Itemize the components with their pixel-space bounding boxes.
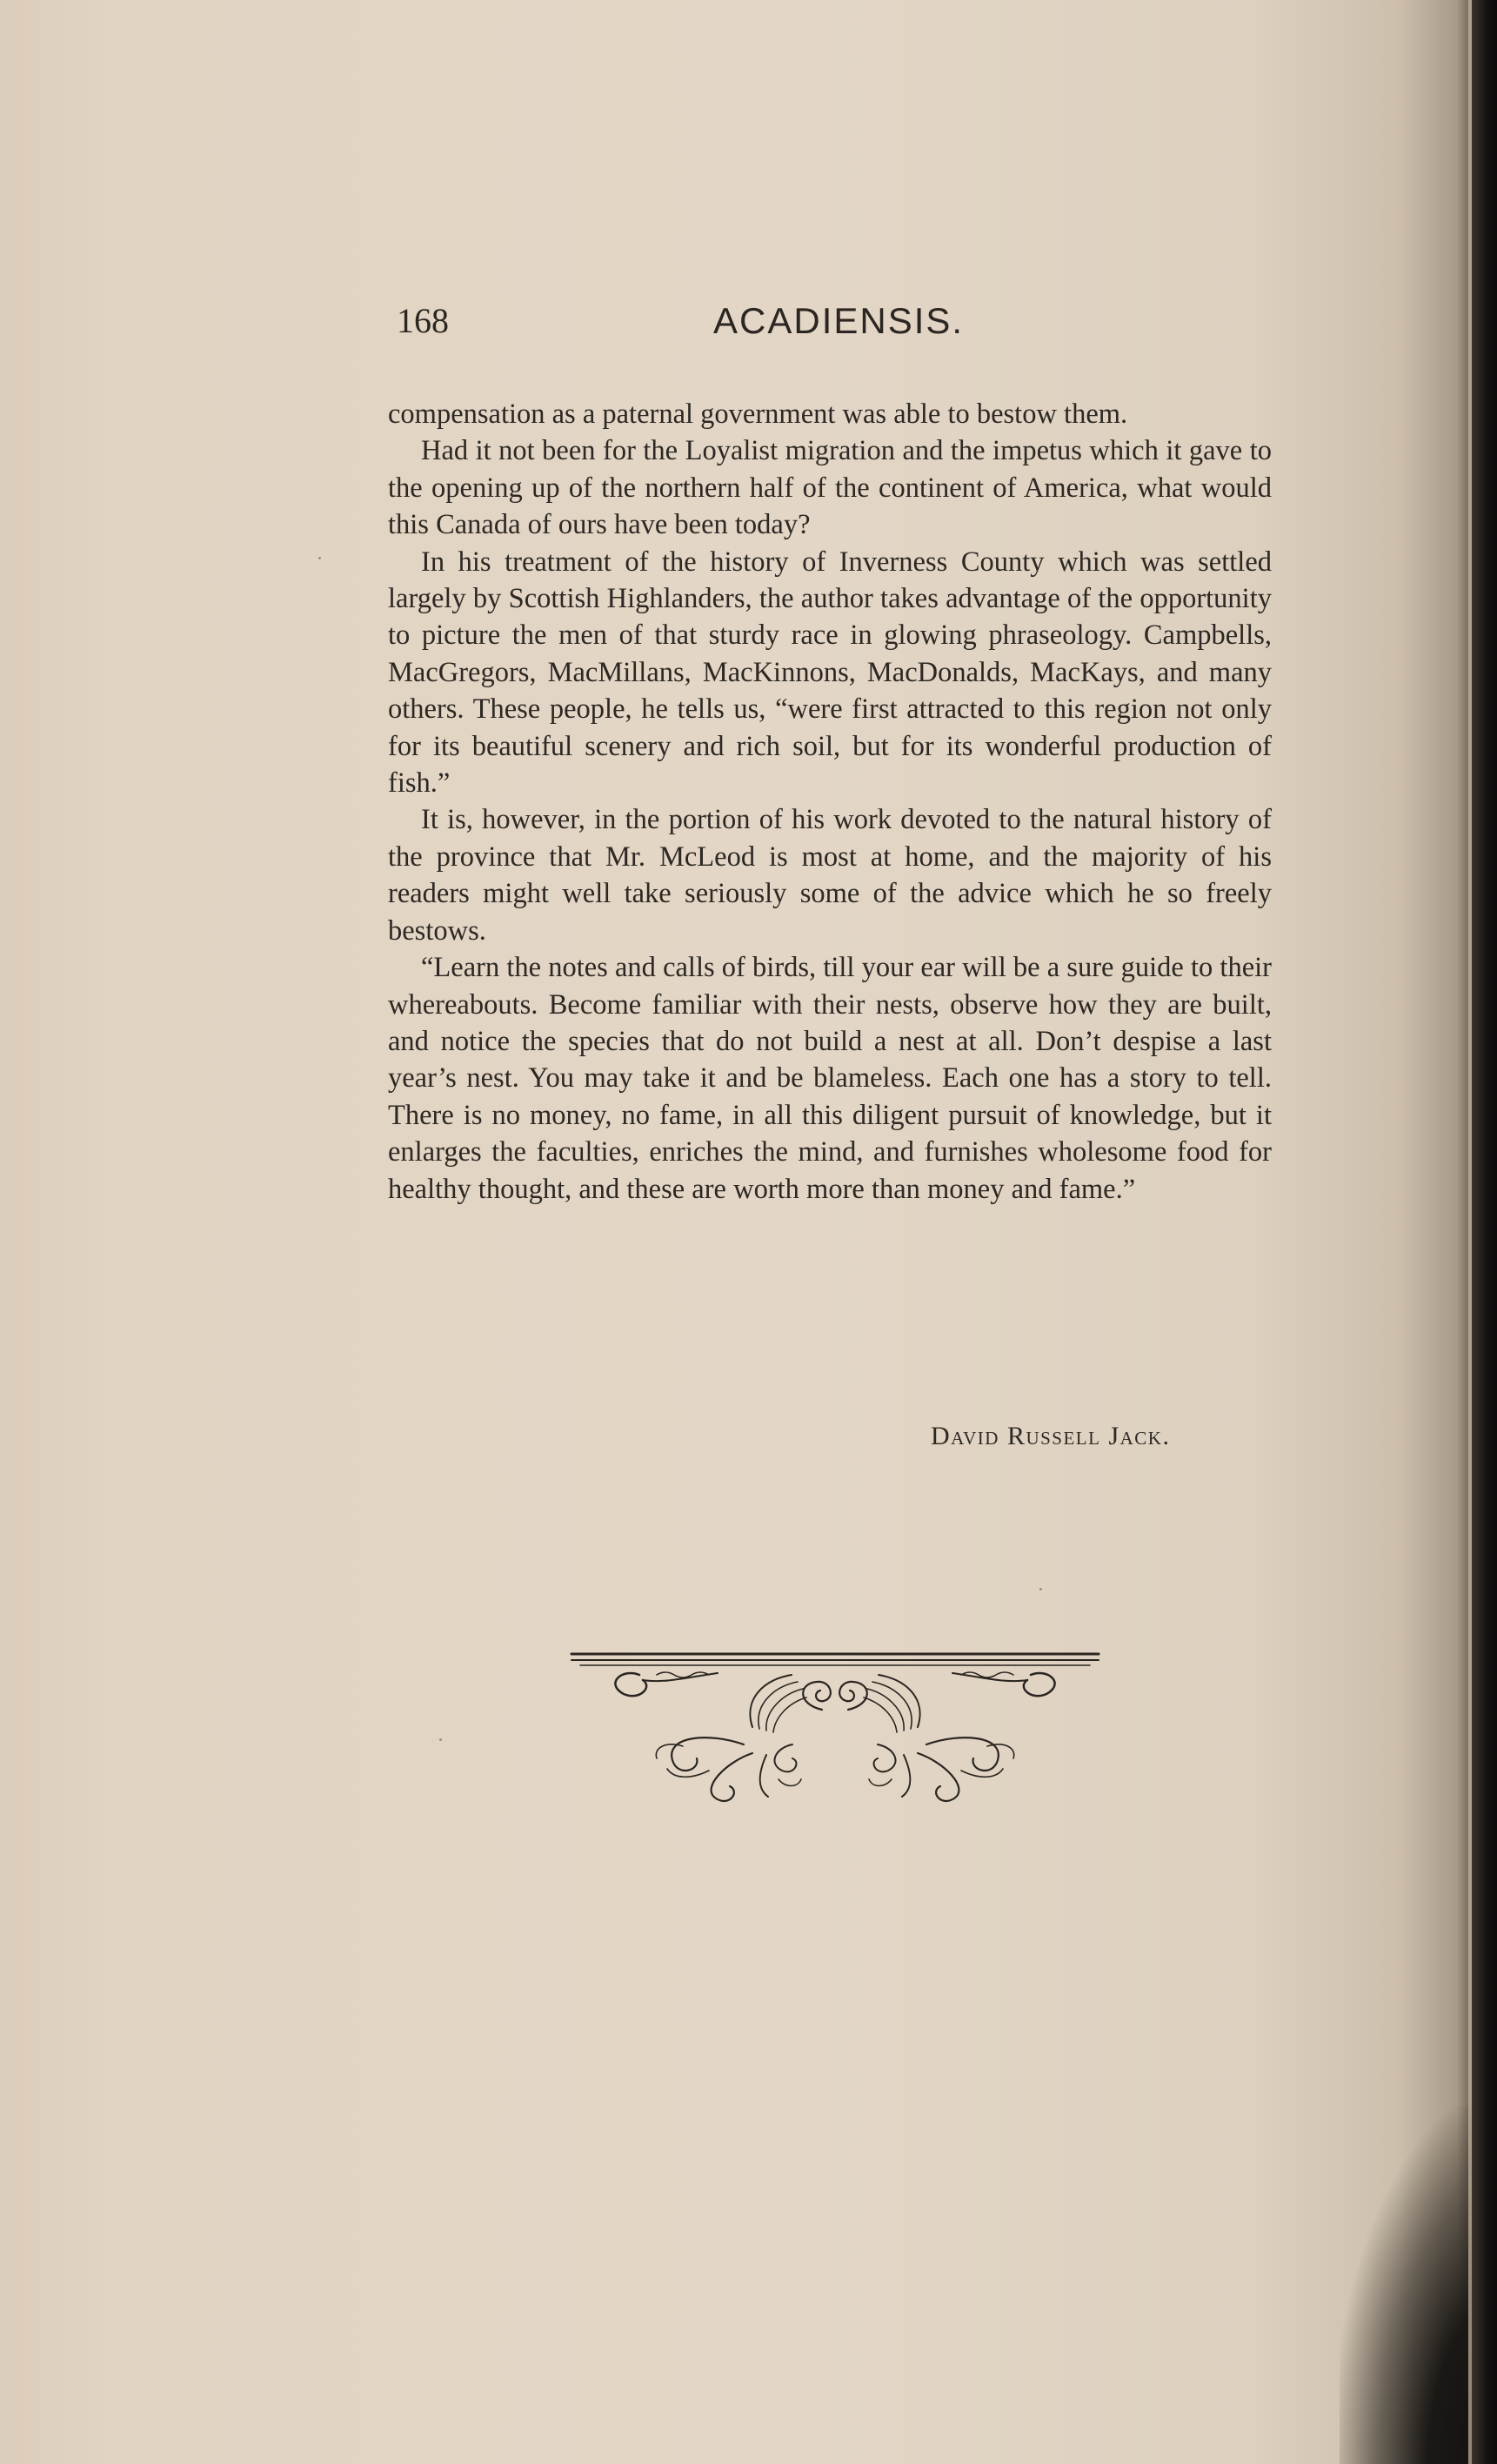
running-title: ACADIENSIS.: [713, 300, 965, 341]
body-text: [388, 396, 1272, 1208]
tailpiece-ornament: [570, 1649, 1100, 1814]
paragraph-4: It is, however, in the portion of his work devoted to the natural history of the province that Mr. McLeod is most at home, and the majority of his readers might well take seriously some of the advice which he so freely bestows.: [388, 804, 1272, 947]
paragraph-5: “Learn the notes and calls of birds, till your ear will be a sure guide to their whereabouts. Become familiar with their nests, observe how they are built, and notice the species that do not build a nest at all. Don’t despise a last year’s nest. You may take it and be blameless. Each one has a story to tell. There is no money, no fame, in all this diligent pursuit of knowledge, but it enlarges the faculties, enriches the mind, and furnishes wholesome food for healthy thought, and these are worth more than money and fame.”: [388, 952, 1272, 1205]
page-number: 168: [397, 301, 449, 340]
paper-speck: [1039, 1588, 1042, 1590]
paragraph-3: In his treatment of the history of Inverness County which was settled largely by Scottish Highlanders, the author takes advantage of the opportunity to picture the men of that sturdy race in glowing phraseology. Campbells, MacGregors, MacMillans, MacKinnons, MacDonalds, MacKays, and many others. These people, he tells us, “were first attracted to this region not only for its beautiful scenery and rich soil, but for its wonderful production of fish.”: [388, 546, 1272, 800]
paper-speck: [318, 557, 321, 559]
paper-speck: [439, 1738, 442, 1741]
author-signature: David Russell Jack.: [931, 1422, 1171, 1450]
paragraph-2: Had it not been for the Loyalist migration and the impetus which it gave to the opening up of the northern half of the continent of America, what would this Canada of ours have been today?: [388, 435, 1272, 541]
page-curl-shadow: [1340, 2106, 1472, 2464]
paragraph-1: compensation as a paternal government was able to bestow them.: [388, 398, 1128, 430]
book-gutter-edge: [1472, 0, 1497, 2464]
page-header: [391, 300, 1279, 352]
